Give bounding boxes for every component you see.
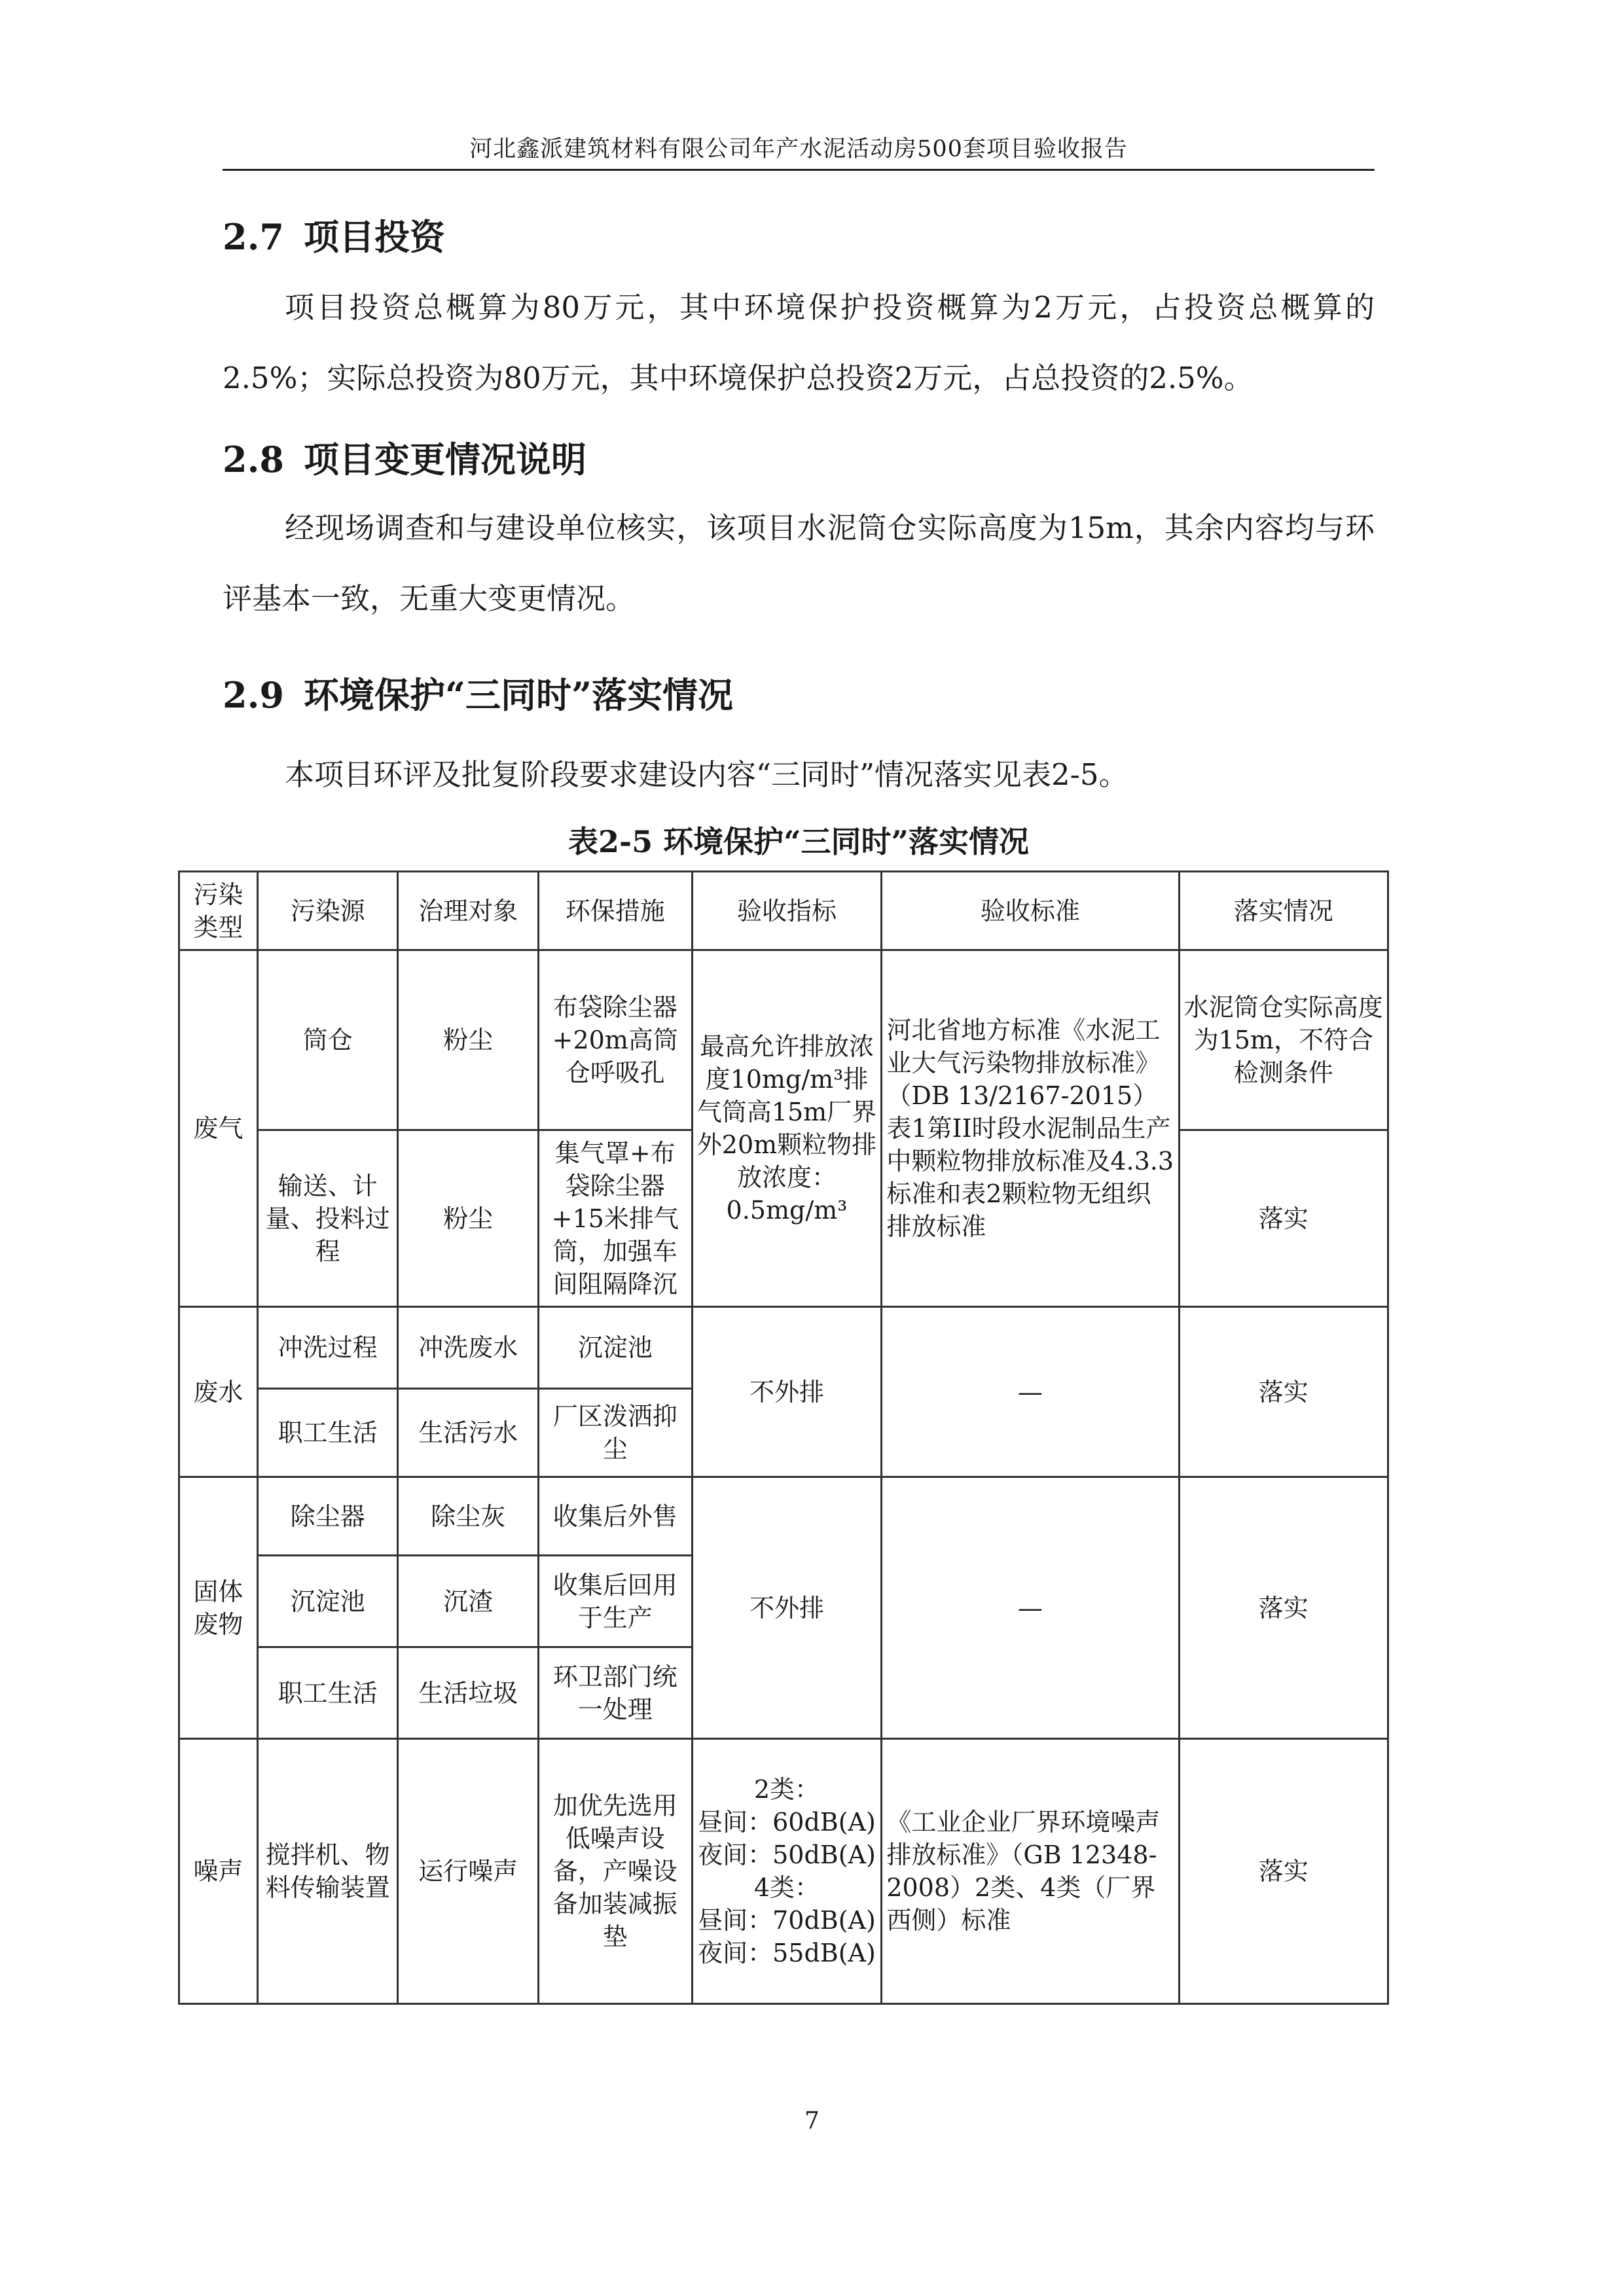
section-paragraph-2-9: 本项目环评及批复阶段要求建设内容“三同时”情况落实见表2-5。: [285, 757, 1128, 792]
header-rule: [223, 169, 1375, 171]
pollution-type-cell: 废气: [179, 950, 258, 1307]
target-cell: 运行噪声: [398, 1739, 539, 2004]
section-number: 2.7: [223, 216, 284, 258]
section-number: 2.8: [223, 439, 284, 480]
table-caption: 表2-5 环境保护“三同时”落实情况: [568, 824, 1030, 859]
standard-cell: —: [882, 1477, 1179, 1739]
noise-class-2-day: 昼间：60dB(A): [698, 1808, 876, 1837]
index-cell: 最高允许排放浓度10mg/m³排气筒高15m厂界外20m颗粒物排放浓度：0.5mg/m³: [692, 950, 882, 1307]
table-row: [179, 1477, 1388, 1556]
page-number: 7: [804, 2108, 820, 2134]
header-cell: 污染源: [257, 872, 398, 950]
pollution-type-cell: 废水: [179, 1307, 258, 1477]
source-cell: 职工生活: [257, 1647, 398, 1739]
header-cell: 环保措施: [538, 872, 692, 950]
measure-cell: 收集后回用于生产: [538, 1556, 692, 1647]
target-cell: 生活污水: [398, 1389, 539, 1477]
noise-class-4-day: 昼间：70dB(A): [698, 1906, 876, 1935]
header-cell: 治理对象: [398, 872, 539, 950]
running-header: 河北鑫派建筑材料有限公司年产水泥活动房500套项目验收报告: [469, 136, 1128, 162]
measure-cell: 布袋除尘器+20m高筒仓呼吸孔: [538, 950, 692, 1130]
standard-cell: 河北省地方标准《水泥工业大气污染物排放标准》（DB 13/2167-2015）表1第II时段水泥制品生产中颗粒物排放标准及4.3.3标准和表2颗粒物无组织排放标准: [882, 950, 1179, 1307]
measure-cell: 收集后外售: [538, 1477, 692, 1556]
noise-class-4-night: 夜间：55dB(A): [698, 1939, 876, 1967]
header-cell: 落实情况: [1179, 872, 1388, 950]
measure-cell: 集气罩+布袋除尘器+15米排气筒，加强车间阻隔降沉: [538, 1130, 692, 1307]
section-paragraph-2-7: 项目投资总概算为80万元，其中环境保护投资概算为2万元，占投资总概算的2.5%；实际总投资为80万元，其中环境保护总投资2万元，占总投资的2.5%。: [223, 290, 1375, 395]
status-cell: 落实: [1179, 1307, 1388, 1477]
target-cell: 冲洗废水: [398, 1307, 539, 1389]
index-cell: 不外排: [692, 1477, 882, 1739]
status-cell: 落实: [1179, 1739, 1388, 2004]
header-cell: 污染类型: [179, 872, 258, 950]
index-cell: [692, 1739, 882, 2004]
header-cell: 验收指标: [692, 872, 882, 950]
table-row: [179, 1307, 1388, 1389]
standard-cell: 《工业企业厂界环境噪声排放标准》（GB 12348-2008）2类、4类（厂界西侧）标准: [882, 1739, 1179, 2004]
source-cell: 除尘器: [257, 1477, 398, 1556]
measure-cell: 环卫部门统一处理: [538, 1647, 692, 1739]
section-heading-2-8: [223, 432, 586, 482]
section-title: 项目变更情况说明: [303, 439, 586, 480]
section-heading-2-7: [223, 209, 445, 260]
measure-cell: 加优先选用低噪声设备，产噪设备加装减振垫: [538, 1739, 692, 2004]
standard-cell: —: [882, 1307, 1179, 1477]
pollution-type-cell: 固体废物: [179, 1477, 258, 1739]
target-cell: 沉渣: [398, 1556, 539, 1647]
table-row: [179, 950, 1388, 1130]
target-cell: 粉尘: [398, 950, 539, 1130]
header-cell: 验收标准: [882, 872, 1179, 950]
section-title: 环境保护“三同时”落实情况: [303, 674, 734, 716]
noise-class-2-label: 2类：: [753, 1775, 820, 1804]
target-cell: 除尘灰: [398, 1477, 539, 1556]
source-cell: 筒仓: [257, 950, 398, 1130]
measure-cell: 沉淀池: [538, 1307, 692, 1389]
noise-class-4-label: 4类：: [753, 1873, 820, 1902]
section-number: 2.9: [223, 674, 284, 716]
source-cell: 冲洗过程: [257, 1307, 398, 1389]
table-row: [179, 1739, 1388, 2004]
source-cell: 职工生活: [257, 1389, 398, 1477]
index-cell: 不外排: [692, 1307, 882, 1477]
target-cell: 粉尘: [398, 1130, 539, 1307]
source-cell: 搅拌机、物料传输装置: [257, 1739, 398, 2004]
table-header-row: [179, 872, 1388, 950]
status-cell: 水泥筒仓实际高度为15m，不符合检测条件: [1179, 950, 1388, 1130]
source-cell: 输送、计量、投料过程: [257, 1130, 398, 1307]
measure-cell: 厂区泼洒抑尘: [538, 1389, 692, 1477]
status-cell: 落实: [1179, 1130, 1388, 1307]
noise-class-2-night: 夜间：50dB(A): [698, 1840, 876, 1869]
three-simultaneous-table: [178, 870, 1389, 2005]
pollution-type-cell: 噪声: [179, 1739, 258, 2004]
target-cell: 生活垃圾: [398, 1647, 539, 1739]
status-cell: 落实: [1179, 1477, 1388, 1739]
section-heading-2-9: [223, 668, 733, 718]
section-paragraph-2-8: 经现场调查和与建设单位核实，该项目水泥筒仓实际高度为15m，其余内容均与环评基本一致，无重大变更情况。: [223, 511, 1375, 616]
section-title: 项目投资: [303, 216, 445, 258]
source-cell: 沉淀池: [257, 1556, 398, 1647]
